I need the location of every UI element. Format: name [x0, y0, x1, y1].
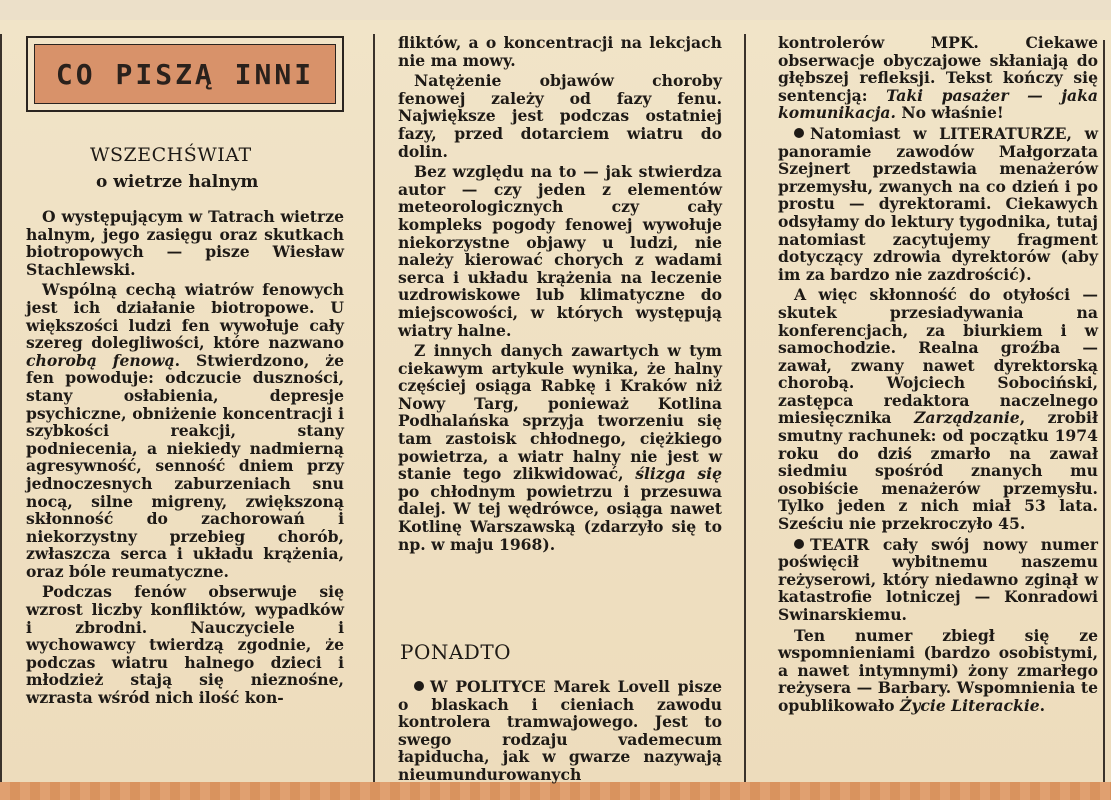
bottom-edge	[0, 782, 1111, 800]
column-rule-2	[744, 34, 746, 782]
section-header-box	[26, 36, 344, 112]
col3-paragraph-4: TEATR cały swój nowy numer poświęcił wybitnemu naszemu reżyserowi, który niedawno zginął w katastrofie lotniczej — Konradowi Swinarskiemu.	[778, 534, 1098, 624]
article-title: WSZECHŚWIAT	[90, 144, 252, 166]
col1-paragraph-3: Podczas fenów obserwuje się wzrost liczby konfliktów, wypadków i zbrodni. Nauczyciele i wychowawcy twierdzą zgodnie, że podczas wiatru halnego dzieci i młodzież stają się nieznośne, wzrasta wśród nich ilość kon-	[26, 582, 344, 708]
col3-paragraph-1: kontrolerów MPK. Ciekawe obserwacje obyczajowe skłaniają do głębszej refleksji. Tekst kończy się sentencją: Taki pasażer — jaka komunikacja. No właśnie!	[778, 33, 1098, 123]
right-edge-rule	[1103, 40, 1105, 782]
col3-paragraph-5: Ten numer zbiegł się ze wspomnieniami (bardzo osobistymi, a nawet intymnymi) żony zmarłego reżysera — Barbary. Wspomnienia te opublikowało Życie Literackie.	[778, 625, 1098, 715]
col1-paragraph-1: O występującym w Tatrach wietrze halnym, jego zasięgu oraz skutkach biotropowych — pisze Wiesław Stachlewski.	[26, 207, 344, 279]
col2-paragraph-4: Z innych danych zawartych w tym ciekawym artykule wynika, że halny częściej osiąga Rabkę i Kraków niż Nowy Targ, ponieważ Kotlina Podhalańska sprzyja tworzeniu się tam zastoisk chłodnego, ciężkiego powietrza, a wiatr halny nie jest w stanie tego zlikwidować, ślizga się po chłodnym powietrzu i przesuwa dalej. W tej wędrówce, osiąga nawet Kotlinę Warszawską (zdarzyło się to np. w maju 1968).	[398, 341, 722, 554]
bullet-dot-icon	[414, 681, 424, 691]
col2-paragraph-3: Bez względu na to — jak stwierdza autor — czy jeden z elementów meteorologicznych czy cały kompleks pogody fenowej wywołuje niekorzystne objawy u ludzi, nie należy kierować chorych z wadami serca i układu krążenia na leczenie uzdrowiskowe lub klimatyczne do miejscowości, w których występują wiatry halne.	[398, 162, 722, 340]
col2-paragraph-5: W POLITYCE Marek Lovell pisze o blaskach i cieniach zawodu kontrolera tramwajowego. Jest to swego rodzaju vademecum łapiducha, jak w gwarze nazywają nieumundurowanych	[398, 677, 722, 784]
ponadto-title: PONADTO	[400, 640, 512, 664]
col2-paragraph-2: Natężenie objawów choroby fenowej zależy od fazy fenu. Największe jest podczas ostatniej fazy, przed dotarciem wiatru do dolin.	[398, 71, 722, 161]
column-3	[778, 34, 1098, 715]
col1-paragraph-2: Wspólną cechą wiatrów fenowych jest ich działanie biotropowe. U większości ludzi fen wywołuje cały szereg dolegliwości, które nazwano chorobą fenową. Stwierdzono, że fen powoduje: odczucie duszności, stany osłabienia, depresje psychiczne, obniżenie koncentracji i szybkości reakcji, stany podniecenia, a niekiedy nadmierną agresywność, senność dniem przy jednoczesnych zaburzeniach snu nocą, silne migreny, zwiększoną skłonność do zachorowań i niekorzystny przebieg chorób, zwłaszcza serca i układu krążenia, oraz bóle reumatyczne.	[26, 280, 344, 581]
bullet-dot-icon	[794, 128, 804, 138]
article-subtitle: o wietrze halnym	[96, 172, 259, 192]
section-header-title: CO PISZĄ INNI	[55, 57, 315, 91]
bullet-dot-icon	[794, 539, 804, 549]
column-2	[398, 34, 722, 553]
column-2-lower	[398, 678, 722, 784]
col2-paragraph-1: fliktów, a o koncentracji na lekcjach nie ma mowy.	[398, 33, 722, 70]
author-name: Wiesław Stachlewski.	[26, 242, 344, 279]
top-edge	[0, 0, 1111, 20]
column-rule-1	[373, 34, 375, 782]
left-edge-rule	[0, 34, 2, 782]
col3-paragraph-3: A więc skłonność do otyłości — skutek przesiadywania na konferencjach, za biurkiem i w samochodzie. Realna groźba — zawał, zwany nawet dyrektorską chorobą. Wojciech Sobociński, zastępca redaktora naczelnego miesięcznika Zarządzanie, zrobił smutny rachunek: od początku 1974 roku do dziś zmarło na zawał siedmiu spośród znanych mu osobiście menażerów przemysłu. Tylko jeden z nich miał 53 lata. Sześciu nie przekroczyło 45.	[778, 285, 1098, 534]
col3-paragraph-2: Natomiast w LITERATURZE, w panoramie zawodów Małgorzata Szejnert przedstawia menażerów przemysłu, zwanych na co dzień i po prostu — dyrektorami. Ciekawych odsyłamy do lektury tygodnika, tutaj natomiast zacytujemy fragment dotyczący zdrowia dyrektorów (aby im za bardzo nie zazdrościć).	[778, 123, 1098, 284]
column-1	[26, 208, 344, 707]
section-header-inner	[34, 44, 336, 104]
